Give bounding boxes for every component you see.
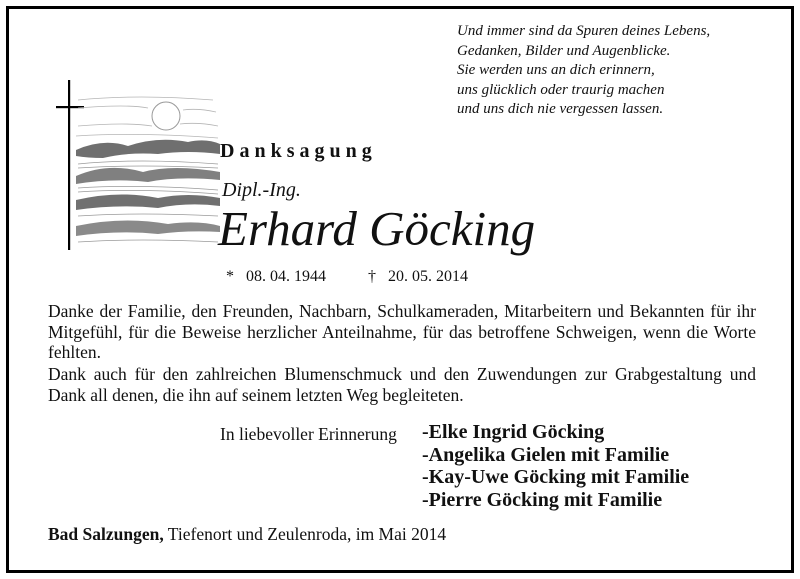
remembrance-label: In liebevoller Erinnerung (220, 424, 397, 444)
death-date: 20. 05. 2014 (388, 268, 468, 285)
death-symbol: † (368, 268, 376, 285)
poem-line: und uns dich nie vergessen lassen. (457, 101, 664, 117)
mourner-entry: -Kay-Uwe Göcking mit Familie (422, 466, 690, 488)
poem-line: Sie werden uns an dich erinnern, (457, 62, 655, 78)
birth-date: 08. 04. 1944 (246, 268, 326, 285)
place-date-rest: Tiefenort und Zeulenroda, im Mai 2014 (163, 524, 447, 544)
thanks-paragraph-1: Danke der Familie, den Freunden, Nachbarn, Schulkameraden, Mitarbeitern und Bekannten für ihr Mitgefühl, für die Beweise herzlicher Anteilnahme, für das betroffene Schweigen, wenn die Worte fehlten. (48, 301, 756, 362)
sun-shape (152, 102, 180, 130)
birth-symbol: * (226, 268, 234, 285)
poem-line: Gedanken, Bilder und Augenblicke. (457, 42, 671, 59)
place-name: Bad Salzungen, (48, 524, 164, 544)
sky-hatching (76, 97, 218, 138)
mourner-entry: -Angelika Gielen mit Familie (422, 443, 670, 466)
mourners-list (422, 421, 689, 511)
poem-line: Und immer sind da Spuren deines Lebens, (457, 23, 711, 39)
cross-vertical-beam (68, 80, 70, 250)
poem-line: uns glücklich oder traurig machen (457, 81, 665, 98)
notice-heading: Danksagung (220, 140, 377, 162)
memorial-poem (457, 22, 777, 120)
mourner-entry: -Pierre Göcking mit Familie (422, 488, 663, 511)
place-date-line (48, 524, 446, 545)
academic-title: Dipl.-Ing. (222, 179, 301, 201)
life-dates (226, 268, 468, 286)
mourner-entry: -Elke Ingrid Göcking (422, 421, 605, 443)
thanks-paragraph-2: Dank auch für den zahlreichen Blumenschmuck und den Zuwendungen zur Grabgestaltung und Dank all denen, die ihn auf seinem letzten Weg begleiteten. (48, 364, 756, 405)
cross-landscape-illustration (48, 80, 220, 250)
deceased-name: Erhard Göcking (218, 201, 536, 256)
landscape-hills (76, 140, 220, 236)
